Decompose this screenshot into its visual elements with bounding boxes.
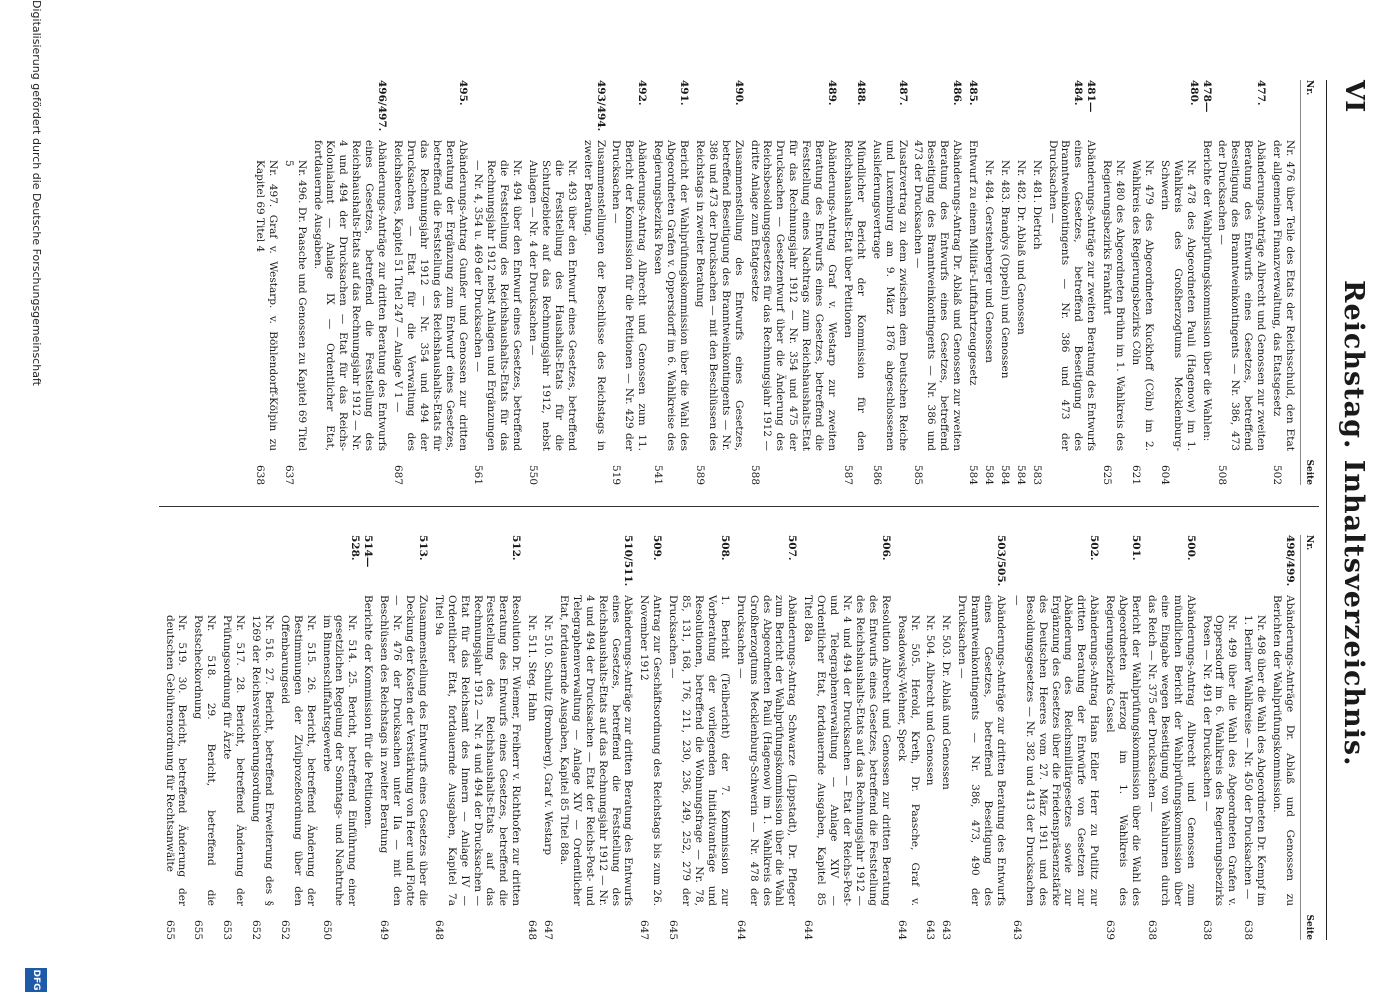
entry-page: 584 <box>982 464 995 485</box>
entry-page: 647 <box>638 919 651 940</box>
toc-entry <box>1103 535 1142 940</box>
entry-text: Nr. 517. 28. Bericht, betreffend Änderung der Prüfungsordnung für Ärzte <box>221 615 247 906</box>
column-divider <box>159 506 1319 507</box>
toc-entry <box>666 535 731 940</box>
toc-subentry <box>1030 80 1043 485</box>
toc-subentry <box>1014 80 1027 485</box>
left-entries <box>253 80 1296 485</box>
toc-entry <box>912 80 964 485</box>
entry-text: Abänderungs-Anträge Dr. Ablaß und Genossen zu Berichten der Wahlprüfungskommission. <box>1271 595 1296 906</box>
entry-text: Nr. 519. 30. Bericht, betreffend Änderung der deutschen Gebührenordnung für Rechtsanwälte <box>163 615 189 906</box>
toc-entry <box>1010 535 1100 940</box>
entry-number: 502. <box>1088 535 1101 561</box>
entry-text: Berichte der Wahlprüfungskommission über die Wahlen: <box>1200 140 1213 442</box>
entry-page: 502 <box>1271 464 1284 485</box>
entry-text: Nr. 518. 29. Bericht, betreffend die Postscheckordnung <box>192 615 218 906</box>
toc-entry <box>349 535 375 940</box>
entry-page: 604 <box>1158 464 1171 485</box>
entry-page: 650 <box>320 919 333 940</box>
entry-text: Nr. 504. Albrecht und Genossen <box>924 615 937 786</box>
entry-text: Zusatzvertrag zu dem zwischen dem Deutschen Reiche und Luxemburg am 9. März 1876 abgeschlossenen Auslieferungsvertrage <box>870 140 909 451</box>
entry-page: 638 <box>1145 919 1158 940</box>
entry-text: Nr. 515. 26. Bericht, betreffend Änderung der Bestimmungen der Zivilprozeßordnung über den Offenbarungseid <box>278 615 317 906</box>
entry-number: 506. <box>879 535 892 561</box>
right-entries <box>163 535 1296 940</box>
entry-page: 643 <box>1010 919 1023 940</box>
entry-text: Abänderungs-Antrag Albrecht und Genossen zum mündlichen Bericht der Wahlprüfungskommission über eine Eingabe wegen Beseitigung von Wahlurnen durch das Reich — Nr. 375 der Drucksachen — <box>1145 595 1197 906</box>
entry-page: 561 <box>472 464 485 485</box>
entry-page: 625 <box>1101 464 1114 485</box>
entry-text: Abänderungs-Anträge zur dritten Beratung des Entwurfs eines Gesetzes, betreffend Beseitigung des Branntweinkontingents — Nr. 386, 473, 490 der Drucksachen — <box>956 595 1007 906</box>
toc-subentry <box>1158 80 1197 485</box>
page-title: Reichstag. Inhaltsverzeichnis. <box>1338 280 1369 767</box>
entry-page: 586 <box>870 464 883 485</box>
entry-number: 509. <box>651 535 664 561</box>
entry-text: Abänderungs-Antrag Albrecht und Genossen zum 11. Bericht der Kommission für die Petitionen — Nr. 429 der Drucksachen — <box>610 140 649 451</box>
entry-text: Abänderungs-Anträge zur dritten Beratung des Entwurfs eines Gesetzes, betreffend die Feststellung des Reichshaushalts-Etats auf das Rechnungsjahr 1912 — Nr. 4 und 494 der Drucksachen — Etat der Reichs-Post- und Telegraphenverwaltung — Anlage XIV — Ordentlicher Etat, fortdauernde Ausgaben, Kapitel 85 Titel 88a. <box>557 595 635 906</box>
column-header <box>1300 535 1317 940</box>
toc-subentry <box>163 535 189 940</box>
entry-text: Entwurf zu einem Militär-Luftfahrtzeuggesetz <box>967 140 980 386</box>
toc-subentry <box>1241 535 1267 940</box>
nr-label: Nr. <box>1304 80 1314 96</box>
entry-number: 477. <box>1255 80 1268 106</box>
toc-subentry <box>249 535 275 940</box>
toc-subentry <box>320 535 359 940</box>
entry-text: Nr. 476 über Teile des Etats der Reichsschuld, den Etat der allgemeinen Finanzverwaltung, das Etatsgesetz <box>1271 140 1296 451</box>
entry-text: Nr. 483. Brandys (Oppeln) und Genossen <box>998 160 1011 379</box>
entry-text: Nr. 499 über die Wahl des Abgeordneten Grafen v. Oppersdorff im 6. Wahlkreis des Regierungsbezirks Posen — Nr. 491 der Drucksachen — <box>1200 615 1239 906</box>
entry-text: Nr. 511. Steg. Hahn <box>526 615 539 722</box>
page-number: VI <box>1339 80 1369 113</box>
toc-entry <box>955 535 1007 940</box>
entry-text: Nr. 498 über die Wahl des Abgeordneten Dr. Kempf im 1. Berliner Wahlkreise — Nr. 450 der Drucksachen — <box>1242 615 1268 906</box>
nr-label: Nr. <box>1304 535 1314 551</box>
toc-entry <box>1216 80 1268 485</box>
toc-entry <box>801 535 891 940</box>
right-column <box>117 535 1317 940</box>
toc-entry <box>377 535 429 940</box>
entry-page: 621 <box>1130 464 1143 485</box>
entry-number: 492. <box>636 80 649 106</box>
entry-text: Abänderungs-Antrag Hans Edler Herr zu Putlitz zur dritten Beratung der Entwürfe von Gesetzen zur Abänderung des Reichsmilitärgesetzes sowie zur Ergänzung des Gesetzes über die Friedenspräsenzstärke des Deutschen Heeres vom 27. März 1911 und des Besoldungsgesetzes — Nr. 382 und 413 der Drucksachen — <box>1010 595 1101 906</box>
toc-entry <box>311 80 388 485</box>
entry-text: Nr. 516. 27. Bericht, betreffend Erweiterung des § 1269 der Reichsversicherungsordnung <box>250 615 275 906</box>
entry-page: 638 <box>1242 919 1255 940</box>
entry-number: 493/494. <box>594 80 607 132</box>
toc-entry <box>841 80 867 485</box>
toc-entry <box>581 80 607 485</box>
entry-text: Abänderungs-Anträge Albrecht und Genossen zur zweiten Beratung des Entwurfs eines Gesetzes, betreffend Beseitigung des Branntweinkontingents — Nr. 386, 473 der Drucksachen — <box>1216 140 1268 451</box>
entry-page: 643 <box>940 919 953 940</box>
seite-label: Seite <box>1304 459 1314 485</box>
entry-text: Nr. 480 des Abgeordneten Brühn im 1. Wahlkreis des Regierungsbezirks Frankfurt <box>1101 160 1127 451</box>
toc-entry <box>638 535 664 940</box>
digitization-note <box>27 0 43 960</box>
entry-text: 1. Bericht (Teilbericht) der 7. Kommission zur Vorberatung der vorliegenden Initiativanträge und Resolutionen, betreffend die Wohnungsfrage — Nr. 78, 85, 131, 168, 176, 211, 230, 236, 249, 252, 279 der Drucksachen — <box>667 595 731 906</box>
entry-text: Nr. 481. Dietrich <box>1030 160 1043 250</box>
entry-number: 510/511. <box>622 535 635 587</box>
toc-subentry <box>278 535 317 940</box>
entry-page: 508 <box>1216 464 1229 485</box>
entry-page: 644 <box>734 919 747 940</box>
toc-entry <box>693 80 745 485</box>
entry-page: 587 <box>841 464 854 485</box>
entry-text: Nr. 505. Herold, Kreth, Dr. Paasche, Graf v. Posadowsky-Wehner, Speck <box>895 615 921 906</box>
entry-page: 638 <box>1200 919 1213 940</box>
entry-text: Zusammenstellung des Entwurfs eines Gesetzes über die Deckung der Kosten der Verstärkung von Heer und Flotte — Nr. 476 der Drucksachen unter IIa — mit den Beschlüssen des Reichstags in zweiter Beratung <box>378 595 429 906</box>
entry-page: 589 <box>693 464 706 485</box>
entry-page: 655 <box>163 919 176 940</box>
entry-number: 488. <box>854 80 867 106</box>
entry-text: Abänderungs-Antrag Dr. Ablaß und Genossen zur zweiten Beratung des Entwurfs eines Gesetzes, betreffend Beseitigung des Branntweinkontingents — Nr. 386 und 473 der Drucksachen — <box>912 140 964 451</box>
entry-text: Resolution Dr. Wiemer, Freiherr v. Richthofen zur dritten Beratung des Entwurfs eines Gesetzes, betreffend die Feststellung des Reichshaushalts-Etats auf das Rechnungsjahr 1912 — Nr. 4 und 494 der Drucksachen — Etat für das Reichsamt des Innern — Anlage IV — Ordentlicher Etat, fortdauernde Ausgaben, Kapitel 7a Titel 9a <box>432 595 523 906</box>
entry-text: Nr. 514. 25. Bericht, betreffend Einführung einer gesetzlichen Regelung der Sonntags- und Nachtruhe im Binnenschiffahrtsgewerbe <box>320 615 359 906</box>
entry-page: 588 <box>748 464 761 485</box>
entry-number: 500. <box>1184 535 1197 561</box>
entry-page: 584 <box>967 464 980 485</box>
toc-entry <box>610 80 649 485</box>
toc-subentry <box>939 535 952 940</box>
entry-text: Nr. 482. Dr. Ablaß und Genossen <box>1014 160 1027 335</box>
entry-page: 655 <box>192 919 205 940</box>
toc-subentry <box>192 535 218 940</box>
entry-number: 514—528. <box>349 535 375 568</box>
entry-number: 486. <box>951 80 964 106</box>
entry-text: Nr. 478 des Abgeordneten Pauli (Hagenow) im 1. Wahlkreis des Großherzogtums Mecklenburg-Schwerin <box>1158 160 1197 451</box>
entry-page: 584 <box>1014 464 1027 485</box>
toc-subentry <box>998 80 1011 485</box>
entry-text: Resolution Albrecht und Genossen zur dritten Beratung des Entwurfs eines Gesetzes, betreffend die Feststellung des Reichshaushalts-Etats auf das Rechnungsjahr 1912 — Nr. 4 und 494 der Drucksachen — Etat der Reichs-Post- und Telegraphenverwaltung — Anlage XIV — Ordentlicher Etat, fortdauernde Ausgaben, Kapitel 85 Titel 88a <box>802 595 892 906</box>
entry-text: Nr. 493 über den Entwurf eines Gesetzes, betreffend die Feststellung des Haushalts-Etats für die Schutzgebiete auf das Rechnungsjahr 1912, nebst Anlagen — Nr. 4 der Drucksachen — <box>527 160 578 451</box>
entry-number: 495. <box>456 80 469 106</box>
toc-subentry <box>541 535 554 940</box>
entry-page: 647 <box>542 919 555 940</box>
entry-number: 485. <box>967 80 980 106</box>
toc-subentry <box>924 535 937 940</box>
entry-page: 519 <box>610 464 623 485</box>
toc-subentry <box>982 80 995 485</box>
toc-entry <box>557 535 634 940</box>
entry-text: Antrag zur Geschäftsordnung des Reichstags bis zum 26. November 1912 <box>638 595 664 906</box>
entry-text: Berichte der Kommission für die Petitionen. <box>362 595 375 829</box>
entry-number: 487. <box>896 80 909 106</box>
entry-number: 491. <box>678 80 691 106</box>
entry-number: 489. <box>826 80 838 106</box>
entry-text: Nr. 479 des Abgeordneten Kuckhoff (Cöln) im 2. Wahlkreis des Regierungsbezirks Cöln <box>1130 160 1155 451</box>
entry-number: 507. <box>786 535 799 561</box>
toc-entry <box>1270 535 1296 940</box>
toc-entry <box>1270 80 1296 485</box>
entry-text: Abänderungs-Anträge zur dritten Beratung des Entwurfs eines Gesetzes, betreffend die Feststellung des Reichshaushalts-Etats auf das Rechnungsjahr 1912 — Nr. 4 und 494 der Drucksachen — Etat für das Reichs-Kolonialamt — Anlage IX — Ordentlicher Etat, fortdauernde Ausgaben. <box>311 140 389 451</box>
entry-text: Abänderungs-Anträge zur zweiten Beratung des Entwurfs eines Gesetzes, betreffend Beseitigung des Branntweinkontingents — Nr. 386 und 473 der Drucksachen — <box>1046 140 1098 451</box>
entry-text: Nr. 510. Schultz (Bromberg), Graf v. Westarp <box>542 615 555 856</box>
toc-subentry <box>282 80 308 485</box>
entry-text: Zusammenstellung des Entwurfs eines Gesetzes, betreffend Beseitigung des Branntweinkontingents — Nr. 386 und 473 der Drucksachen — mit den Beschlüssen des Reichstags in zweiter Beratung <box>693 140 745 451</box>
entry-text: Nr. 494 über den Entwurf eines Gesetzes, betreffend die Feststellung des Reichshaushalts-Etats für das Rechnungsjahr 1912 nebst Anlagen und Ergänzungen — Nr. 4, 354 u. 469 der Drucksachen — <box>472 160 524 451</box>
entry-text: Mündlicher Bericht der Kommission für den Reichshaushalts-Etat über Petitionen <box>841 140 867 451</box>
toc-entry <box>1187 80 1213 485</box>
entry-page: 648 <box>526 919 539 940</box>
entry-text: Abänderungs-Antrag Gunßer und Genossen zur dritten Beratung der Ergänzung zum Entwurf eines Gesetzes, betreffend die Feststellung des Reichshaushalts-Etats für das Rechnungsjahr 1912 — Nr. 354 und 494 der Drucksachen — Etat für die Verwaltung des Reichsheeres, Kapitel 51 Titel 247 — Anlage V 1 — <box>392 140 469 451</box>
toc-entry <box>734 535 799 940</box>
entry-page: 541 <box>652 464 665 485</box>
entry-page: 645 <box>667 919 680 940</box>
digitization-note-text: Digitalisierung gefördert durch die Deutsche Forschungsgemeinschaft <box>30 0 43 386</box>
toc-entry <box>432 535 522 940</box>
toc-entry <box>1046 80 1098 485</box>
toc-entry <box>870 80 909 485</box>
column-header <box>1300 80 1317 485</box>
entry-page: 550 <box>527 464 540 485</box>
entry-number: 508. <box>718 535 731 561</box>
entry-page: 687 <box>392 464 404 485</box>
toc-entry <box>966 80 979 485</box>
toc-entry <box>391 80 468 485</box>
toc-subentry <box>526 80 578 485</box>
entry-text: Nr. 496. Dr. Paasche und Genossen zu Kapitel 69 Titel 5 <box>282 160 308 451</box>
entry-text: Bericht der Wahlprüfungskommission über die Wahl des Abgeordneten Grafen v. Oppersdorff im 6. Wahlkreise des Regierungsbezirks Posen <box>652 140 691 451</box>
entry-number: 498/499. <box>1284 535 1296 587</box>
seite-label: Seite <box>1304 914 1314 940</box>
entry-page: 653 <box>221 919 234 940</box>
entry-page: 643 <box>924 919 937 940</box>
entry-page: 649 <box>378 919 391 940</box>
toc-subentry <box>1200 535 1239 940</box>
entry-number: 490. <box>732 80 745 106</box>
toc-subentry <box>253 80 279 485</box>
entry-page: 585 <box>912 464 925 485</box>
entry-number: 496/497. <box>376 80 389 132</box>
entry-page: 648 <box>432 919 445 940</box>
entry-page: 644 <box>895 919 908 940</box>
entry-number: 501. <box>1130 535 1143 561</box>
entry-text: Nr. 484. Gerstenberger und Genossen <box>982 160 995 363</box>
toc-subentry <box>895 535 921 940</box>
entry-page: 639 <box>1104 919 1117 940</box>
toc-subentry <box>1100 80 1126 485</box>
page-header <box>1326 80 1373 940</box>
dfg-logo: DFG <box>25 968 47 992</box>
entry-number: 481—484. <box>1072 80 1098 113</box>
entry-page: 584 <box>998 464 1011 485</box>
entry-text: Abänderungs-Antrag Graf v. Westarp zur zweiten Beratung des Entwurfs eines Gesetzes, betreffend die Feststellung eines Nachtrags zum Reichshaushalts-Etat für das Rechnungsjahr 1912 — Nr. 354 und 475 der Drucksachen — Gesetzentwurf über die Änderung des Reichsbesoldungsgesetzes für das Rechnungsjahr 1912 — dritte Anlage zum Etatgesetze <box>748 140 838 451</box>
toc-subentry <box>220 535 246 940</box>
entry-page: 637 <box>282 464 295 485</box>
entry-text: Nr. 497. Graf v. Westarp. v. Böhlendorff-Kölpin zu Kapitel 69 Titel 4 <box>253 160 279 451</box>
toc-subentry <box>472 80 524 485</box>
toc-subentry <box>525 535 538 940</box>
entry-page: 638 <box>253 464 266 485</box>
entry-page: 652 <box>250 919 263 940</box>
entry-number: 503/505. <box>994 535 1007 587</box>
entry-page: 652 <box>278 919 291 940</box>
entry-text: Abänderungs-Antrag Schwarze (Lippstadt), Dr. Pfleger zum Bericht der Wahlprüfungskommission über die Wahl des Abgeordneten Pauli (Hagenow) im 1. Wahlkreis des Großherzogtums Mecklenburg-Schwerin — Nr. 478 der Drucksachen — <box>734 595 799 906</box>
entry-number: 513. <box>416 535 429 561</box>
entry-page: 644 <box>802 919 815 940</box>
toc-entry <box>1145 535 1197 940</box>
entry-page: 583 <box>1030 464 1043 485</box>
toc-entry <box>651 80 690 485</box>
entry-number: 512. <box>510 535 523 561</box>
toc-subentry <box>1129 80 1155 485</box>
entry-text: Zusammenstellungen der Beschlüsse des Reichstags in zweiter Beratung. <box>581 140 607 451</box>
entry-text: Nr. 503. Dr. Ablaß und Genossen <box>940 615 953 790</box>
entry-text: Bericht der Wahlprüfungskommission über die Wahl des Abgeordneten Herzog im 1. Wahlkreis des Regierungsbezirks Cassel <box>1104 595 1143 906</box>
left-column <box>117 80 1317 485</box>
entry-number: 478—480. <box>1187 80 1213 113</box>
toc-entry <box>748 80 838 485</box>
